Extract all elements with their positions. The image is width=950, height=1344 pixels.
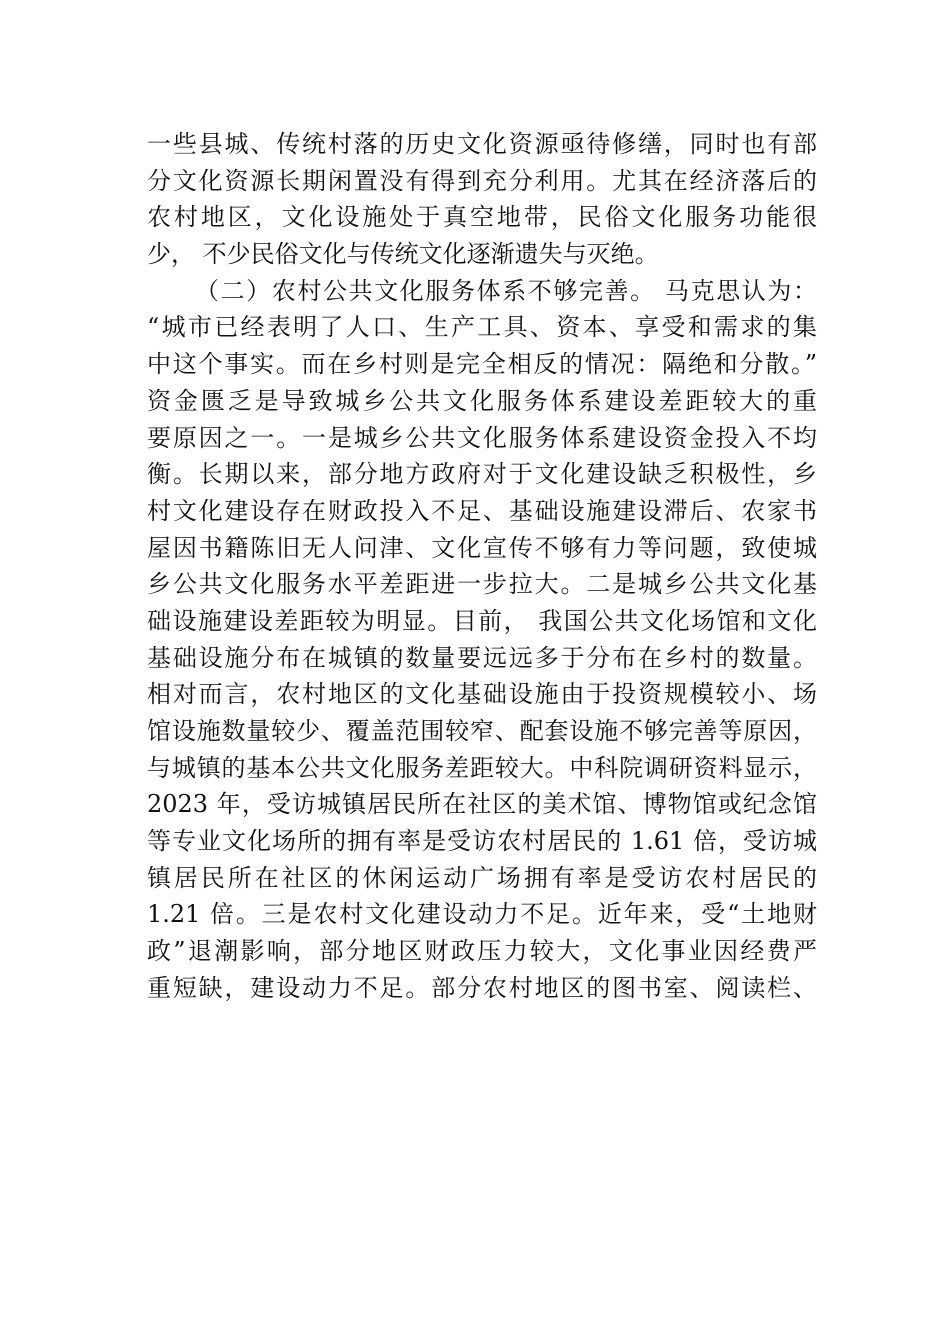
text-line: 中这个事实。而在乡村则是完全相反的情况：隔绝和分散。”	[147, 350, 817, 379]
text-line: 政”退潮影响，部分地区财政压力较大，文化事业因经费严	[147, 937, 817, 966]
text-line: 衡。长期以来，部分地方政府对于文化建设缺乏积极性，乡	[147, 460, 817, 489]
body-text	[147, 126, 817, 1007]
section-heading-line: （二）农村公共文化服务体系不够完善。 马克思认为：	[195, 276, 817, 305]
text-line: 础设施建设差距较为明显。目前， 我国公共文化场馆和文化	[147, 606, 817, 635]
text-line: 少， 不少民俗文化与传统文化逐渐遗失与灭绝。	[147, 240, 659, 269]
text-line: 一些县城、传统村落的历史文化资源亟待修缮，同时也有部	[147, 130, 817, 158]
paragraph-2	[147, 273, 817, 1007]
paragraph-1	[147, 126, 817, 273]
text-line: 与城镇的基本公共文化服务差距较大。中科院调研资料显示，	[147, 753, 817, 782]
text-line: 基础设施分布在城镇的数量要远远多于分布在乡村的数量。	[147, 643, 817, 672]
text-line: 屋因书籍陈旧无人问津、文化宣传不够有力等问题，致使城	[147, 533, 817, 562]
text-line: 村文化建设存在财政投入不足、基础设施建设滞后、农家书	[147, 496, 817, 525]
text-line: 资金匮乏是导致城乡公共文化服务体系建设差距较大的重	[147, 386, 817, 415]
text-line: 分文化资源长期闲置没有得到充分利用。尤其在经济落后的	[147, 166, 817, 195]
text-line: “城市已经表明了人口、生产工具、资本、享受和需求的集	[147, 313, 817, 342]
text-line: 镇居民所在社区的休闲运动广场拥有率是受访农村居民的	[147, 863, 817, 892]
text-line: 重短缺，建设动力不足。部分农村地区的图书室、阅读栏、	[147, 973, 817, 1002]
text-line: 相对而言，农村地区的文化基础设施由于投资规模较小、场	[147, 680, 817, 709]
text-line: 等专业文化场所的拥有率是受访农村居民的 1.61 倍，受访城	[147, 827, 817, 856]
text-line: 2023 年，受访城镇居民所在社区的美术馆、博物馆或纪念馆	[147, 790, 817, 819]
text-line: 馆设施数量较少、覆盖范围较窄、配套设施不够完善等原因，	[147, 717, 817, 745]
text-line: 农村地区，文化设施处于真空地带，民俗文化服务功能很	[147, 203, 817, 232]
text-line: 1.21 倍。三是农村文化建设动力不足。近年来，受“土地财	[147, 900, 817, 929]
text-line: 要原因之一。一是城乡公共文化服务体系建设资金投入不均	[147, 423, 817, 452]
text-line: 乡公共文化服务水平差距进一步拉大。二是城乡公共文化基	[147, 570, 817, 599]
